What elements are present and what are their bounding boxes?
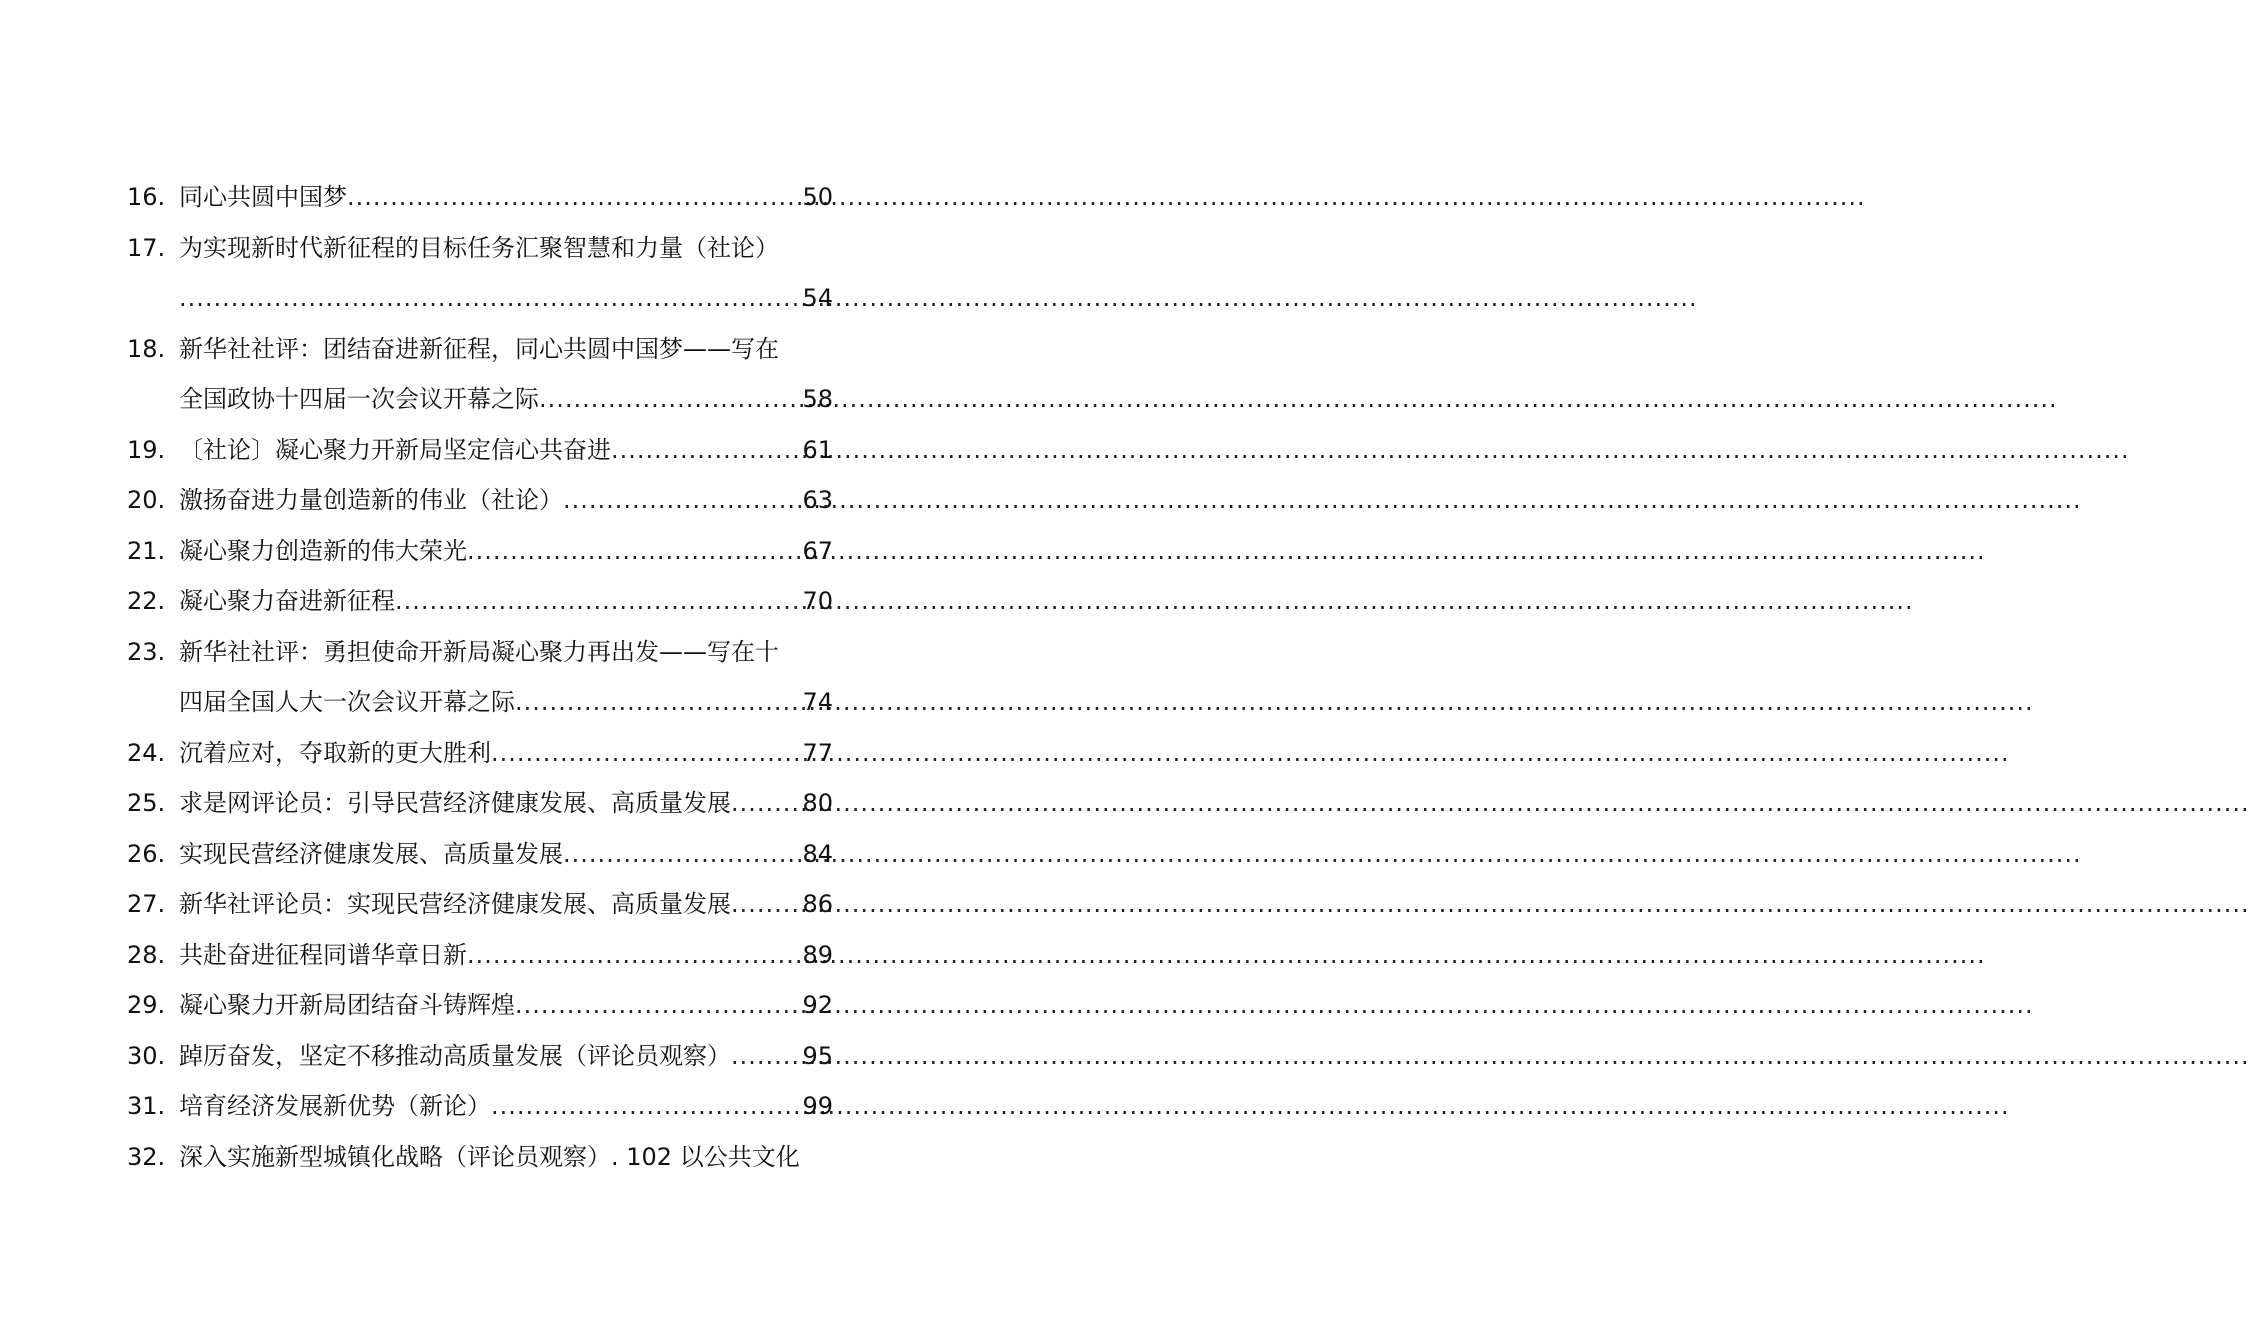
toc-entry-number: 28. [127,940,166,969]
toc-entry-number: 23. [127,637,166,666]
dot-leader [563,829,802,880]
toc-page-number: 70 [802,587,833,615]
toc-list [127,172,833,1182]
toc-entry[interactable] [127,627,833,728]
toc-entry-title: 沉着应对，夺取新的更大胜利 [179,738,491,767]
toc-entry[interactable] [127,1132,833,1183]
toc-page-number: 63 [802,486,833,514]
toc-entry-body [179,930,833,981]
toc-entry[interactable] [127,879,833,930]
toc-entry-line [179,728,833,779]
toc-page-number: 86 [802,890,833,918]
toc-page-number: 95 [802,1041,833,1070]
toc-entry-title: 新华社社评：勇担使命开新局凝心聚力再出发——写在十 [179,637,779,666]
toc-entry-line [179,576,833,627]
toc-entry[interactable] [127,728,833,779]
dot-leader [467,930,802,981]
dot-leader [179,273,802,324]
toc-entry[interactable] [127,172,833,223]
toc-entry-number: 29. [127,991,166,1019]
toc-entry-title: 深入实施新型城镇化战略（评论员观察）. 102 以公共文化 [179,1142,800,1171]
dot-leader [347,172,802,223]
toc-entry-body [179,526,833,577]
toc-entry-line [179,980,833,1031]
toc-entry-number: 31. [127,1092,166,1120]
toc-entry-title: 新华社社评：团结奋进新征程，同心共圆中国梦——写在 [179,334,779,363]
toc-entry-line [179,627,833,678]
dot-leader [491,1081,802,1132]
toc-entry-title: 培育经济发展新优势（新论） [179,1092,491,1120]
toc-entry-line [179,829,833,880]
toc-page-number: 58 [802,385,833,413]
toc-entry-title: 全国政协十四届一次会议开幕之际 [179,385,539,413]
toc-entry-body [179,1031,833,1082]
toc-entry[interactable] [127,576,833,627]
toc-entry[interactable] [127,930,833,981]
dot-leader [611,425,802,476]
toc-page-number: 99 [802,1092,833,1120]
toc-entry-line [179,475,833,526]
toc-entry-body [179,879,833,930]
toc-entry-title: 四届全国人大一次会议开幕之际 [179,688,515,716]
dot-leader [515,980,802,1031]
toc-entry-line [179,930,833,981]
toc-page-number: 92 [802,991,833,1019]
toc-entry[interactable] [127,324,833,425]
dot-leader [467,526,802,577]
toc-entry-body [179,778,833,829]
toc-entry-number: 20. [127,486,166,514]
toc-entry-line [179,879,833,930]
toc-entry-number: 24. [127,738,166,767]
toc-entry-number: 30. [127,1041,166,1070]
toc-page-number: 61 [802,435,833,464]
toc-page-number: 50 [802,183,833,211]
toc-page-number: 89 [802,940,833,969]
toc-entry-number: 26. [127,839,166,868]
toc-entry-title: 激扬奋进力量创造新的伟业（社论） [179,486,563,514]
toc-entry-body [179,1132,833,1183]
toc-page-number: 54 [802,284,833,312]
toc-entry-line [179,677,833,728]
toc-entry[interactable] [127,1031,833,1082]
dot-leader [491,728,802,779]
toc-entry[interactable] [127,475,833,526]
dot-leader [395,576,802,627]
toc-entry-title: 凝心聚力开新局团结奋斗铸辉煌 [179,991,515,1019]
toc-entry[interactable] [127,829,833,880]
toc-entry-number: 17. [127,233,166,262]
toc-entry[interactable] [127,425,833,476]
toc-entry-body [179,223,833,324]
toc-entry-title: 新华社评论员：实现民营经济健康发展、高质量发展 [179,890,731,918]
toc-entry-title: 〔社论〕凝心聚力开新局坚定信心共奋进 [179,435,611,464]
toc-entry-line [179,1132,833,1183]
toc-entry-title: 凝心聚力创造新的伟大荣光 [179,536,467,565]
toc-entry-number: 19. [127,435,166,464]
toc-entry-body [179,1081,833,1132]
toc-entry-line [179,425,833,476]
toc-entry-title: 踔厉奋发，坚定不移推动高质量发展（评论员观察） [179,1041,731,1070]
toc-entry-title: 实现民营经济健康发展、高质量发展 [179,839,563,868]
toc-entry[interactable] [127,526,833,577]
toc-entry-title: 求是网评论员：引导民营经济健康发展、高质量发展 [179,789,731,817]
toc-entry-line [179,324,833,375]
dot-leader [515,677,802,728]
toc-entry-number: 16. [127,183,166,211]
dot-leader [731,778,802,829]
toc-entry-body [179,576,833,627]
toc-entry-title: 共赴奋进征程同谱华章日新 [179,940,467,969]
toc-entry-title: 凝心聚力奋进新征程 [179,587,395,615]
toc-entry-number: 21. [127,536,166,565]
toc-entry-title: 同心共圆中国梦 [179,183,347,211]
toc-entry-title: 为实现新时代新征程的目标任务汇聚智慧和力量（社论） [179,233,779,262]
toc-entry-body [179,425,833,476]
toc-entry-line [179,778,833,829]
toc-page-number: 74 [802,688,833,716]
table-of-contents [127,172,833,1182]
toc-entry-line [179,273,833,324]
toc-entry[interactable] [127,980,833,1031]
dot-leader [731,1031,802,1082]
toc-page-number: 77 [802,738,833,767]
toc-entry-number: 18. [127,334,166,363]
toc-page-number: 67 [802,536,833,565]
toc-entry-body [179,829,833,880]
toc-entry-body [179,475,833,526]
toc-entry-line [179,223,833,274]
toc-entry-line [179,172,833,223]
toc-page-number: 84 [802,839,833,868]
toc-entry-number: 25. [127,789,166,817]
toc-page-number: 80 [802,789,833,817]
dot-leader [539,374,802,425]
toc-entry-line [179,526,833,577]
toc-entry-line [179,1031,833,1082]
toc-entry-line [179,374,833,425]
toc-entry[interactable] [127,1081,833,1132]
dot-leader [563,475,802,526]
toc-entry-body [179,172,833,223]
toc-entry-number: 32. [127,1142,166,1171]
toc-entry-line [179,1081,833,1132]
toc-entry-number: 22. [127,587,166,615]
dot-leader [731,879,802,930]
toc-entry-body [179,728,833,779]
toc-entry-body [179,980,833,1031]
toc-entry-body [179,627,833,728]
toc-entry[interactable] [127,223,833,324]
toc-entry[interactable] [127,778,833,829]
toc-entry-body [179,324,833,425]
toc-entry-number: 27. [127,890,166,918]
